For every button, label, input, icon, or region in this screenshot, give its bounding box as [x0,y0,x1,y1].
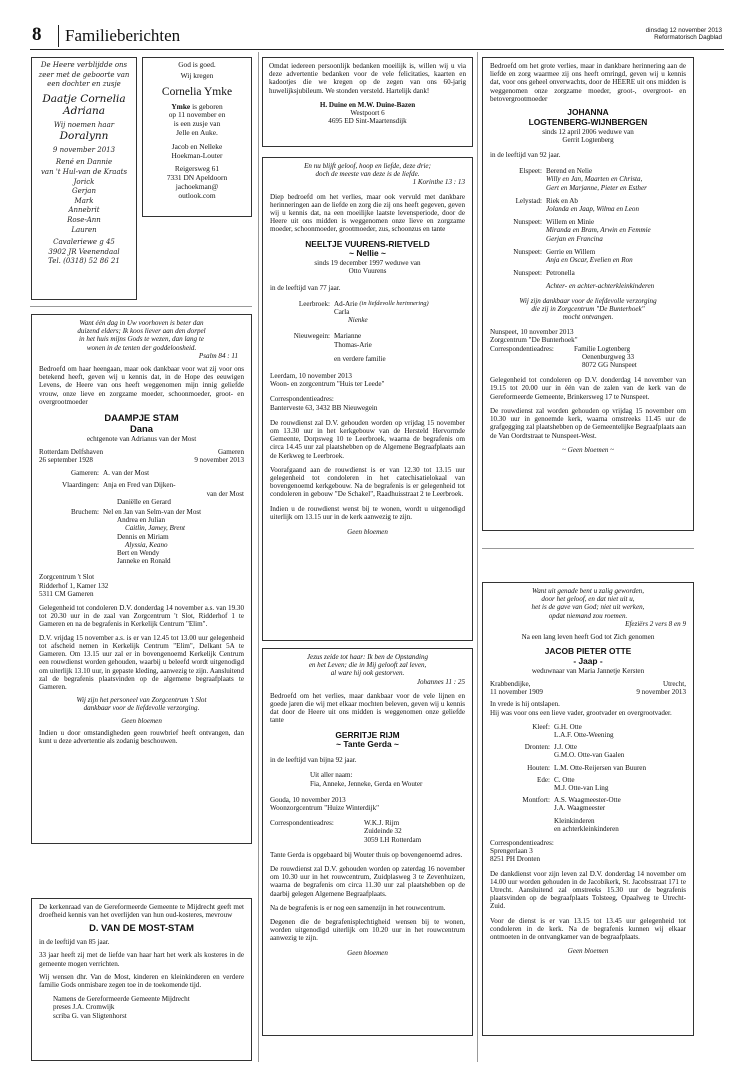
address-line: 8251 PH Dronten [490,855,541,864]
issue-date: dinsdag 12 november 2013 [645,27,722,34]
attendance-info: Indien u de rouwdienst wenst bij te wonen, wordt u uitgenodigd uiterlijk om 13.15 uur in de kerk aanwezig te zijn. [270,504,465,521]
page-header [30,26,724,50]
family-member: Willem en Minie [546,218,595,227]
death-notice-rijm [262,648,473,1036]
column-divider [477,52,478,1062]
death-notice-logtenberg [482,57,694,531]
family-place: Nieuwegein: [293,332,330,341]
family-member: L.M. Otte-Reijersen van Buuren [554,763,646,772]
service-info: De rouwdienst zal D.V. gehouden worden op zaterdag 16 november om 10.30 uur in het rouwcentrum, Zuidplasweg 3 te Zevenhuizen, waarna de begrafenis om circa 11.30 uur zal plaatshebben op de daarbij gelegen Algemene Begraafplaats. [270,865,465,898]
address-line: 4695 ED Sint-Maartensdijk [328,117,407,126]
call-name-intro: Wij noemen haar [53,120,115,129]
address-line: 3059 LH Rotterdam [364,835,422,844]
family-member: A. van der Most [103,469,150,478]
notice-text: 33 jaar heeft zij met de liefde van haar hart het werk als kosteres in de gemeente mogen verrichten. [39,951,244,968]
address-line: Sprengerlaan 3 [490,847,533,856]
bible-verse: opdat niemand zou roemen. [548,611,628,620]
parents: Hoekman-Louter [171,150,223,160]
grandchildren: Gert en Marjanne, Pieter en Esther [546,183,647,192]
family-member: G.H. Otte [554,722,582,731]
notice-intro: Bedroefd om het grote verlies, maar in dankbare herinnering aan de liefde en zorg waarmee zij ons heeft omringd, geven wij u kennis dat, voor ons geheel onverwachts, door de HEERE uit ons midden is weggenomen onze zorgzame moeder, groot-, overgroot- en betovergrootmoeder [490,62,686,103]
intro-line: De Heere verblijdde ons [40,61,128,69]
family-member: Gerrie en Willem [546,247,596,256]
intro-line: God is goed. [178,60,216,69]
signature-line: preses J.A. Cromwijk [53,1003,115,1012]
family-place: Nunspeet: [513,218,542,227]
address-line: Oenenburgweg 33 [582,352,635,361]
family-member: Thomas-Arie [334,340,372,349]
grandchildren: en achterkleinkinderen [554,824,619,833]
family-member: Marianne [334,332,362,341]
family-place: Nunspeet: [513,247,542,256]
correspondence-name: Familie Logtenberg [574,344,631,353]
family-member: Anja en Fred van Dijken- [103,481,176,490]
parents: van 't Hul-van de Kraats [40,168,128,177]
viewing-info: Tante Gerda is opgebaard bij Wouter thuis op bovengenoemd adres. [270,850,463,859]
death-date: 9 november 2013 [636,688,686,697]
memorial-note: (in liefdevolle herinnering) [359,299,429,307]
gathering-info: Na de begrafenis is er nog een samenzijn in het rouwcentrum. [270,903,446,912]
bible-verse: al ware hij ook gestorven. [330,669,405,678]
family-place: Houten: [527,763,550,772]
notice-text: Wij wensen dhr. Van de Most, kinderen en kleinkinderen en verdere familie Gods onmisbare zegen toe in de toekomende tijd. [39,972,244,990]
parents: René en Dannie [55,158,113,167]
condolence-info: Gelegenheid tot condoleren D.V. donderdag 14 november a.s. van 19.30 tot 20.30 uur in de zaal van Zorgcentrum 't Slot, Ridderhof 1 te Gameren en na de begrafenis in Kerkelijk Centrum "Elim". [39,604,244,629]
thank-you-duine [262,57,473,147]
family-member: Ad-Arie [334,299,358,308]
attendance-info: Degenen die de begrafenisplechtigheid wensen bij te wonen, worden uitgenodigd uiterlijk om 10.20 uur in het rouwcentrum aanwezig te zijn. [270,918,465,943]
family-member: van der Most [206,489,244,498]
family-place: Leerbroek: [298,299,330,308]
birth-announcement-ymke [142,57,252,217]
family-member: Daniëlle en Gerard [117,497,171,506]
birth-announcement-doralynn [31,57,137,300]
birth-text: Jelle en Auke. [176,127,218,137]
address-line: Westpoort 6 [350,109,385,118]
bible-verse: in het huis mijns Gods te wezen, dan lang te [79,335,204,344]
remembrance-line: In vrede is hij ontslapen. [490,700,560,709]
deceased-nickname: Dana [130,422,153,434]
deceased-name: JACOB PIETER OTTE [544,646,632,657]
correspondence-label: Correspondentieadres: [490,839,554,848]
grandchild: Nienke [348,316,368,325]
section-title: Familieberichten [58,25,180,47]
family-member: L.A.F. Otte-Weening [554,731,614,740]
family-place: Lelystad: [515,196,542,205]
family-member: C. Otte [554,775,575,784]
correspondence-label: Correspondentieadres: [490,344,554,353]
mourning-card-note: Indien u door omstandigheden geen rouwbrief heeft ontvangen, dan kunt u deze advertentie als zodanig beschouwen. [39,728,244,745]
sibling: Rose-Ann [67,216,101,225]
column-divider [258,52,259,1062]
deceased-nickname: ~ Nellie ~ [349,248,386,259]
family-place: Gameren: [71,469,99,478]
condolence-info: Voor de dienst is er van 13.15 tot 13.45 uur gelegenheid tot condoleren in de kerk. Na de begrafenis kunnen wij elkaar ontmoeten in de ontvangkamer van de begraafplaats. [490,916,686,942]
bible-verse: door het geloof, en dat niet uit u, [541,595,635,604]
deceased-name: NEELTJE VUURENS-RIETVELD [305,238,430,249]
email-line: jachoekman@ [175,181,219,191]
child-call-name: Ymke [171,101,191,111]
death-notice-stam [31,314,252,844]
thanks-note: die zij in Zorgcentrum "De Bunterhoek" [531,304,645,313]
bible-verse: het is de gave van God; niet uit werken, [531,603,645,612]
bible-verse: wonen in de tenten der goddeloosheid. [86,343,197,352]
page-number: 8 [32,24,42,45]
family-place: Vlaardingen: [61,481,99,490]
grandchildren: Willy en Jan, Maarten en Christa, [546,175,643,184]
age-line: in de leeftijd van 92 jaar. [490,151,561,160]
verse-reference: Psalm 84 : 11 [198,351,238,360]
birth-date: 26 september 1928 [39,456,93,465]
email-line: outlook.com [178,190,216,200]
care-home: Woonzorgcentrum "Huize Winterdijk" [270,804,380,813]
notice-intro: Diep bedroefd om het verlies, maar ook vervuld met dankbare herinneringen aan de liefde en zorg die zij ons heeft gegeven, geven wij u kennis dat, na een moeilijke laatste levensperiode, door de Heere uit ons midden is weggenomen onze lieve en zorgzame moeder, schoonmoeder, grootmoeder, zus, schoonzus en tante [270,192,465,234]
no-flowers-note: Geen bloemen [347,528,388,537]
thanks-note: dankbaar voor de liefdevolle verzorging. [83,704,200,713]
thank-you-text: Omdat iedereen persoonlijk bedanken moeilijk is, willen wij u via deze advertentie bedanken voor de vele felicitaties, kaarten en kadootjes die we kregen op de zegen van ons 60-jarig huwelijksjubileum. We stonden versteld. Hartelijk dank! [269,62,466,95]
grandchildren: Anja en Oscar, Evelien en Ron [546,256,633,265]
family-member: Dennis en Miriam [117,532,169,541]
death-notice-rietveld [262,157,473,641]
verse-reference: 1 Korinthe 13 : 13 [412,178,465,187]
thanks-note: mocht ontvangen. [562,313,614,322]
birth-text: is geboren [190,101,223,111]
call-name: Doralynn [59,130,109,143]
row-divider [482,548,694,549]
service-info: De dankdienst voor zijn leven zal D.V. donderdag 14 november om 14.00 uur worden gehouden in de Jacobikerk, St. Jacobsstraat 171 te Utrecht. Aansluitend zal omstreeks 15.30 uur de begrafenis plaatsvinden op de begraafplaats Tolsteeg, Opaalweg te Utrecht-Zuid. [490,869,686,911]
thanks-note: Wij zijn dankbaar voor de liefdevolle verzorging [519,296,657,305]
condolence-info: Voorafgaand aan de rouwdienst is er van 12.30 tot 13.15 uur gelegenheid tot condoleren in het catechisatielokaal van bovengenoemd kerkgebouw. Na de begrafenis is er gelegenheid tot condoleren in gebouw "De Schakel", Raadhuisstraat 2 te Leerbroek. [270,465,465,499]
notice-intro: Bedroefd om haar heengaan, maar ook dankbaar voor wat zij voor ons betekend heeft, geven wij u kennis dat, in de Hope des eeuwigen Levens, de Heere van ons heeft weggenomen mijn innig geliefde vrouw, onze lieve en zorgzame moeder, schoonmoeder, groot- en overgrootmoeder [39,365,244,406]
service-info: De rouwdienst zal worden gehouden op vrijdag 15 november om 10.30 uur in genoemde kerk, waarna omstreeks 11.45 uur de grafgegging zal plaatshebben op de Gemeentelijke Begraafplaats aan de Van Oordtstraat te Nunspeet-West. [490,406,686,440]
no-flowers-note: Geen bloemen [121,716,162,725]
death-notice-otte [482,582,694,1036]
sibling: Jorick [73,177,95,186]
bible-verse: doch de meeste van deze is de liefde. [315,170,420,179]
family-member: Janneke en Ronald [117,557,171,566]
death-place: Utrecht, [662,680,686,689]
no-flowers-note: Geen bloemen [347,948,388,957]
intro-line: Wij kregen [180,70,214,80]
child-name: Cornelia Ymke [161,85,233,98]
address-line: Cavaleriewe g 45 [53,238,115,247]
spouse-line: echtgenote van Adrianus van der Most [86,434,197,443]
family-place: Kleef: [532,722,550,731]
senders: H. Duine en M.W. Duine-Bazen [319,100,416,109]
age-line: in de leeftijd van 85 jaar. [39,938,110,947]
family-member: Nel en Jan van Selm-van der Most [103,508,202,517]
newspaper-name: Reformatorisch Dagblad [654,34,722,42]
address-line: Reigersweg 61 [174,164,220,174]
service-info: D.V. vrijdag 15 november a.s. is er van 12.45 tot 13.00 uur gelegenheid tot afscheid nemen in Kerkelijk Centrum "Elim", Delkant 5A te Gameren. Om 13.15 uur zal er in bovengenoemd Kerkelijk Centrum een rouwdienst worden gehouden, waarbij u beleefd wordt uitgenodigd om uiterlijk 13.10 uur, in gepaste kleding, aanwezig te zijn. Aansluitend zal de begrafenis plaatsvinden op de algemene begraafplaats te Gameren. [39,633,244,691]
grandchildren: Caitlin, Jamey, Brent [125,524,186,533]
signature-line: scriba G. van Sligtenhorst [53,1011,127,1020]
correspondence-label: Correspondentieadres: [270,819,334,828]
address-line: 8072 GG Nunspeet [582,361,637,370]
verse-reference: Johannes 11 : 25 [416,677,465,686]
sibling: Gerjan [72,187,96,196]
sibling: Lauren [71,225,97,234]
service-info: De rouwdienst zal D.V. gehouden worden op vrijdag 15 november om 13.30 uur in het kerkgebouw van de Hersteld Hervormde Gemeente, Dorpsweg 10 te Leerbroek, waarna de begrafenis om circa 14.45 uur zal plaatshebben op de Algemene Begraafplaats aan de Kerkweg te Leerbroek. [270,418,465,460]
address-line: 7331 DN Apeldoorn [166,173,228,183]
bible-verse: Want één dag in Uw voorhoven is beter dan [79,319,204,327]
sibling: Mark [74,196,94,205]
deceased-name: DAAMPJE STAM [104,412,179,424]
deceased-first-name: JOHANNA [567,107,609,118]
death-place: Gameren [218,447,244,456]
notice-intro: Bedroefd om het verlies, maar dankbaar voor de vele lijnen en goede jaren die wij met elkaar mochten beleven, geven wij u kennis dat door de Heere uit ons midden is weggenomen onze geliefde tante [270,691,465,725]
bible-verse: en het Leven; die in Mij gelooft zal leven, [308,661,427,670]
deceased-name: GERRITJE RIJM [335,729,400,740]
address-line: Ridderhof 1, Kamer 132 [39,581,109,590]
row-divider [30,306,252,307]
widow-line: sinds 19 december 1997 weduwe van [314,259,421,268]
family-members: Fia, Anneke, Jenneke, Gerda en Wouter [310,779,423,788]
care-home: Zorgcentrum "De Bunterhoek" [490,336,578,345]
phone-number: Tel. (0318) 52 86 21 [48,257,120,266]
family-member: J.A. Waagmeester [554,804,606,813]
place-date: Nunspeet, 10 november 2013 [490,328,574,337]
no-flowers-note: Geen bloemen [567,947,609,956]
address-line: 3902 JR Veenendaal [48,247,120,256]
no-flowers-note: ~ Geen bloemen ~ [562,445,614,454]
notice-intro: De kerkenraad van de Gereformeerde Gemeente te Mijdrecht geeft met droefheid kennis van het overlijden van hun oud-kosteres, mevrouw [39,903,244,920]
age-line: in de leeftijd van bijna 92 jaar. [270,756,357,765]
intro-line: een dochter en zusje [47,80,121,89]
great-grandchildren: Achter- en achter-achterkleinkinderen [546,282,655,291]
family-member: Riek en Ab [546,196,578,205]
correspondence-label: Correspondentieadres: [270,395,334,404]
family-place: Elspeet: [519,167,542,176]
address-line: Zuideinde 32 [364,827,402,836]
correspondence-name: W.K.J. Rijm [364,819,400,828]
condolence-info: Gelegenheid tot condoleren op D.V. donderdag 14 november van 19.15 tot 20.00 uur in één van de zalen van de kerk van de Gereformeerde Gemeente, Brinkersweg 17 te Nunspeet. [490,376,686,401]
grandchildren: Kleinkinderen [554,816,595,825]
family-member: M.J. Otte-van Ling [554,784,609,793]
family-member: en verdere familie [334,354,386,363]
sibling: Annebrit [68,206,100,215]
family-member: Andrea en Julian [117,516,166,525]
notice-intro: Na een lang leven heeft God tot Zich genomen [521,633,655,642]
thanks-note: Wij zijn het personeel van Zorgcentrum 't Slot [76,696,207,705]
family-place: Montfort: [522,796,550,805]
birth-text: op 11 november en [168,110,226,120]
family-place: Nunspeet: [513,269,542,278]
bible-verse: duizend elders; Ik koos liever aan den dorpel [77,327,206,336]
deceased-nickname: - Jaap - [573,656,603,667]
family-member: Petronella [546,269,575,278]
address-line: 5311 CM Gameren [39,589,94,598]
family-place: Bruchem: [71,508,99,517]
bible-verse: En nu blijft geloof, hoop en liefde, deze drie; [304,162,431,170]
header-meta [646,27,722,42]
birth-place: Krabbendijke, [490,680,531,689]
child-name: Adriana [63,105,105,118]
care-home: Woon- en zorgcentrum "Huis ter Leede" [270,380,385,389]
spouse-name: Gerrit Logtenberg [562,135,614,144]
parents: Jacob en Nelleke [171,141,223,151]
spouse-name: Otto Vuurens [348,267,387,276]
intro-line: zeer met de geboorte van [38,70,130,79]
family-member: G.M.O. Otte-van Gaalen [554,751,625,760]
birth-date: 11 november 1909 [490,688,543,697]
child-name: Daatje Cornelia [42,92,126,105]
remembrance-line: Hij was voor ons een lieve vader, grootvader en overgrootvader. [490,708,672,717]
place-date: Gouda, 10 november 2013 [270,795,346,804]
verse-reference: Efeziërs 2 vers 8 en 9 [625,619,686,628]
deceased-nickname: ~ Tante Gerda ~ [336,739,399,750]
bible-verse: Jezus zeide tot haar: Ik ben de Opstanding [306,653,429,661]
signature-line: Namens de Gereformeerde Gemeente Mijdrecht [53,995,190,1004]
death-date: 9 november 2013 [194,456,244,465]
widower-line: weduwnaar van Maria Jannetje Kersten [531,666,645,675]
grandchildren: Jolanda en Jaap, Wilma en Leon [546,205,639,214]
family-place: Ede: [537,775,550,784]
age-line: in de leeftijd van 77 jaar. [270,283,341,292]
family-member: A.S. Waagmeester-Otte [554,796,621,805]
place-date: Leerdam, 10 november 2013 [270,372,352,381]
bible-verse: Want uit genade bent u zalig geworden, [532,587,644,595]
family-member: Berend en Nelie [546,167,593,176]
birth-place: Rotterdam Delfshaven [39,447,104,456]
birth-text: is een zusje van [173,119,221,129]
deceased-name: D. VAN DE MOST-STAM [89,922,194,934]
widow-line: sinds 12 april 2006 weduwe van [542,127,634,136]
grandchildren: Alyssia, Keano [125,540,168,549]
church-notice-most-stam [31,898,252,1061]
correspondence-address: Banterveste 63, 3432 BB Nieuwegein [270,403,378,412]
family-member: Bert en Wendy [117,549,160,558]
address-line: Zorgcentrum 't Slot [39,573,95,582]
family-member: Carla [334,308,350,317]
birth-date: 9 november 2013 [52,145,116,154]
family-label: Uit aller naam: [310,771,353,780]
grandchildren: Miranda en Bram, Arwin en Femmie [546,226,651,235]
deceased-name: LOGTENBERG-WIJNBERGEN [528,116,648,127]
family-member: J.J. Otte [554,743,578,752]
family-place: Dronten: [524,743,550,752]
grandchildren: Gerjan en Francina [546,234,603,243]
